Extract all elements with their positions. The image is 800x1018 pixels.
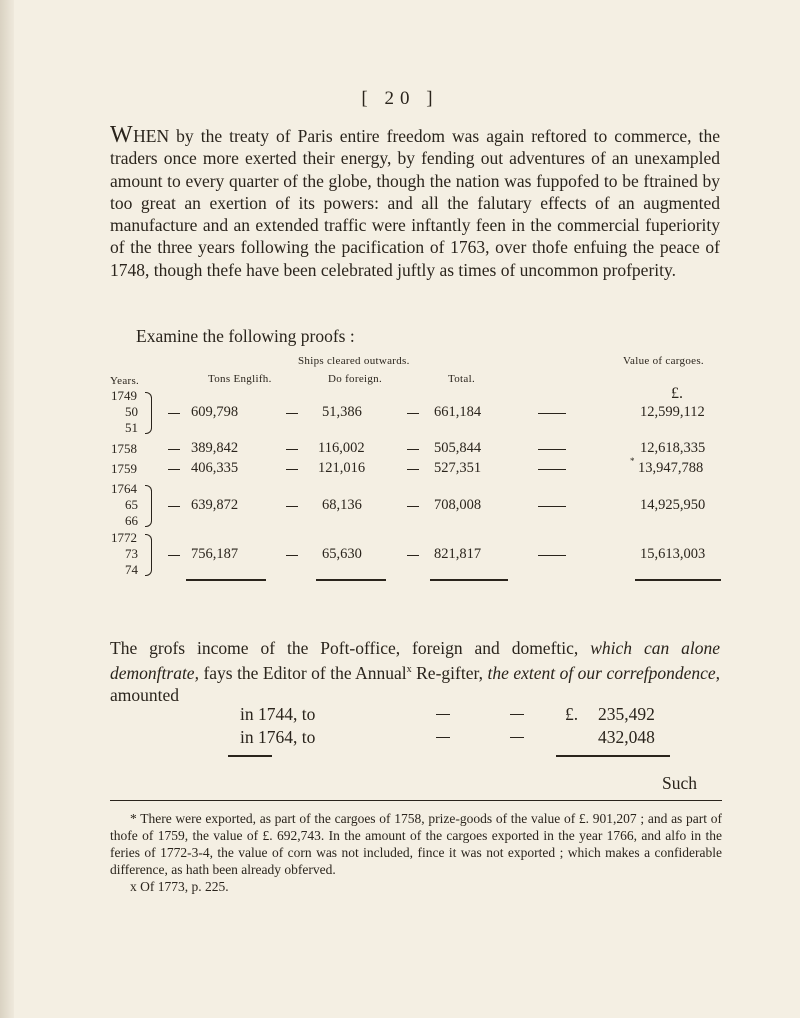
- dash: [407, 469, 419, 470]
- dash: [407, 555, 419, 556]
- examine-line: Examine the following proofs :: [136, 326, 355, 346]
- page-binding-edge: [0, 0, 14, 1018]
- income-rule-left: [228, 755, 272, 757]
- tons-1749: 609,798: [191, 404, 239, 420]
- total-1764: 708,008: [434, 497, 482, 513]
- value-1759: 13,947,788: [638, 460, 704, 476]
- foreign-1758: 116,002: [318, 440, 365, 456]
- dash: [286, 449, 298, 450]
- income-italic-b: the extent of our correfpondence,: [487, 663, 721, 684]
- foreign-1764: 68,136: [322, 497, 362, 513]
- tons-1758: 389,842: [191, 440, 239, 456]
- footnote-mark-x: x: [406, 664, 412, 676]
- foreign-1772: 65,630: [322, 546, 362, 562]
- intro-text: HEN by the treaty of Paris entire freedom was again reftored to commerce, the traders once more exerted their energy, by fending out adventures of an unexampled amount to every quarter of the globe, though the nation was fuppofed to be ftrained by too great an exertion of its powers: and all the falutary effects of an augmented manufacture and an extended traffic were inftantly feen in the commercial fuperiority of the three years following the pacification of 1763, over thofe enfuing the peace of 1748, though thefe have been celebrated juftly as times of uncommon profperity.: [110, 126, 720, 280]
- currency-symbol: £.: [671, 385, 683, 402]
- dash: [168, 413, 180, 414]
- header-ships-cleared: Ships cleared outwards.: [298, 355, 410, 367]
- year-1764: 1764: [111, 481, 137, 496]
- dash: [286, 506, 298, 507]
- year-1759: 1759: [111, 461, 137, 476]
- total-rule-value: [635, 579, 721, 581]
- year-74: 74: [125, 562, 138, 577]
- dash: [286, 469, 298, 470]
- income-rule-right: [556, 755, 670, 757]
- tons-1759: 406,335: [191, 460, 239, 476]
- income-dash-4: [510, 737, 524, 738]
- tons-1764: 639,872: [191, 497, 239, 513]
- dash: [168, 555, 180, 556]
- dash: [538, 413, 566, 414]
- income-text-d: amounted: [110, 685, 180, 706]
- total-1759: 527,351: [434, 460, 482, 476]
- income-1764-amount: 432,048: [598, 727, 655, 747]
- value-1764: 14,925,950: [640, 497, 706, 513]
- income-text-c: Re-gifter,: [416, 663, 483, 684]
- income-dash-1: [436, 714, 450, 715]
- dash: [168, 506, 180, 507]
- income-dash-2: [510, 714, 524, 715]
- brace-row-5: [145, 534, 152, 576]
- dash: [538, 469, 566, 470]
- dash: [286, 555, 298, 556]
- footnote-mark-star: *: [630, 456, 635, 466]
- year-66: 66: [125, 513, 138, 528]
- catchword: Such: [662, 773, 697, 793]
- page-number: [ 20 ]: [361, 88, 439, 109]
- brace-row-4: [145, 485, 152, 527]
- income-text-b: fays the Editor of the Annual: [203, 663, 407, 684]
- tons-1772: 756,187: [191, 546, 239, 562]
- income-paragraph: [110, 637, 720, 707]
- value-1758: 12,618,335: [640, 440, 706, 456]
- footnotes: [110, 810, 722, 895]
- total-1772: 821,817: [434, 546, 482, 562]
- year-65: 65: [125, 497, 138, 512]
- total-rule-tons: [186, 579, 266, 581]
- income-1744-amount: 235,492: [598, 704, 655, 724]
- brace-row-1: [145, 392, 152, 434]
- dash: [168, 449, 180, 450]
- dash: [407, 449, 419, 450]
- footnote-x: x Of 1773, p. 225.: [130, 879, 229, 894]
- income-1744-label: in 1744, to: [240, 704, 316, 724]
- dash: [286, 413, 298, 414]
- income-1764-label: in 1764, to: [240, 727, 316, 747]
- foreign-1759: 121,016: [318, 460, 366, 476]
- dash: [407, 413, 419, 414]
- header-total: Total.: [448, 373, 475, 385]
- income-italic-a: which can alone demonftrate,: [110, 638, 721, 684]
- value-1749: 12,599,112: [640, 404, 705, 420]
- year-50: 50: [125, 404, 138, 419]
- dash: [538, 506, 566, 507]
- income-text-a: The grofs income of the Poft-office, foreign and domeftic,: [110, 638, 579, 658]
- header-years: Years.: [110, 375, 140, 387]
- year-1749: 1749: [111, 388, 137, 403]
- dash: [407, 506, 419, 507]
- shipping-table: [108, 355, 728, 635]
- intro-paragraph: [110, 124, 720, 281]
- header-tons-english: Tons Englifh.: [208, 373, 272, 385]
- value-1772: 15,613,003: [640, 546, 706, 562]
- footnote-star: * There were exported, as part of the cargoes of 1758, prize-goods of the value of £. 901,207 ; and as part of thofe of 1759, the value of £. 692,743. In the amount of the cargoes exported in the year 1766, and alfo in the feries of 1772-3-4, the value of corn was not included, fince it was not exported ; which makes a confiderable difference, as hath been already obferved.: [110, 811, 722, 877]
- dropcap: W: [110, 122, 134, 148]
- total-1749: 661,184: [434, 404, 482, 420]
- income-currency: £.: [565, 704, 579, 724]
- year-1772: 1772: [111, 530, 137, 545]
- dash: [168, 469, 180, 470]
- total-rule-total: [430, 579, 508, 581]
- year-1758: 1758: [111, 441, 137, 456]
- dash: [538, 449, 566, 450]
- header-value-cargoes: Value of cargoes.: [623, 355, 704, 367]
- foreign-1749: 51,386: [322, 404, 362, 420]
- income-dash-3: [436, 737, 450, 738]
- total-rule-foreign: [316, 579, 386, 581]
- header-foreign: Do foreign.: [328, 373, 383, 385]
- year-51: 51: [125, 420, 138, 435]
- total-1758: 505,844: [434, 440, 482, 456]
- footnote-separator: [110, 800, 722, 801]
- year-73: 73: [125, 546, 138, 561]
- dash: [538, 555, 566, 556]
